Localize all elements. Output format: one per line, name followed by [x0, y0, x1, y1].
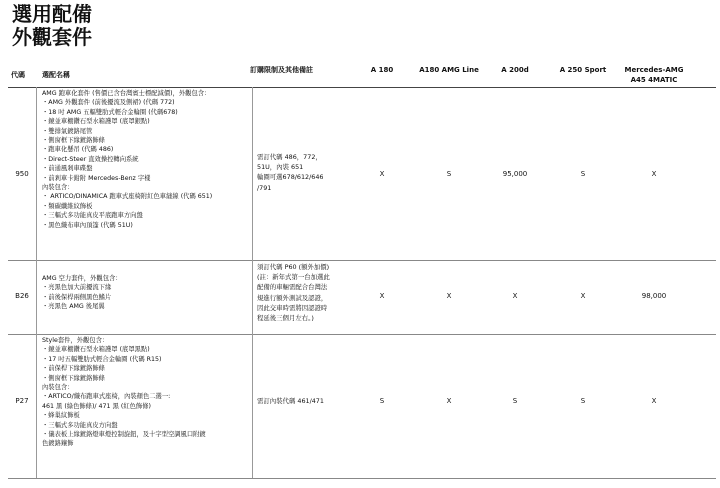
row-b26-a45: 98,000 — [641, 292, 667, 300]
list-item: ・亮黑色加大前擾流下緣 — [42, 284, 112, 292]
column-divider-name — [252, 87, 253, 478]
title-line-exterior-packages: 外觀套件 — [12, 25, 92, 49]
column-divider-code — [36, 87, 37, 478]
row-950-a180-amg-line: S — [446, 170, 452, 178]
note-line: 輪圈可選678/612/646 — [257, 173, 324, 182]
row-950-note — [257, 152, 353, 193]
row-b26-note — [257, 262, 353, 323]
list-item: ・ ARTICO/DINAMICA 跑車式座椅附紅色車縫線 (代碼 651) — [42, 193, 213, 201]
row-b26-a180: X — [379, 292, 385, 300]
list-item: ・儀表板上緣鍍鉻燈車燈控制旋鈕，及十字型空調風口附鍍 — [42, 431, 206, 439]
note-line: 規進行額外測試及認證， — [257, 293, 328, 302]
note-line: (註：新年式第一台加選此 — [257, 273, 330, 282]
row-p27-a250-sport: S — [580, 397, 586, 405]
list-item: 色鍍鉻鑲飾 — [42, 440, 74, 448]
list-item: AMG 跑車化套件 (售價已含台灣賓士標配減價)，外觀包含： — [42, 90, 211, 97]
list-item: ・鏡並車棚鑽石型水箱護罩 (底罩銀點) — [42, 118, 150, 126]
row-950-a250-sport: S — [580, 170, 586, 178]
list-item: ・AMG 外觀套件 (前後擾流及側裙) (代碼 772) — [42, 99, 175, 107]
row-950-a200d: 95,000 — [502, 170, 528, 178]
header-note: 訂購限制及其他備註 — [250, 66, 313, 74]
row-b26-a250-sport: X — [580, 292, 586, 300]
note-line: 須訂代碼 P60 (額外加價) — [257, 263, 330, 271]
list-item: AMG 空力套件，外觀包含： — [42, 275, 122, 282]
page-title — [12, 3, 92, 49]
row-p27-note — [257, 396, 353, 406]
row-b26-a180-amg-line: X — [446, 292, 452, 300]
header-model-a180-amg-line: A180 AMG Line — [419, 66, 479, 74]
list-item: 461 黑 (綠色飾條)/ 471 黑 (紅色飾條) — [42, 402, 151, 410]
note-line: /791 — [257, 183, 272, 192]
list-item: ・類碳纖維紋飾板 — [42, 202, 93, 210]
row-950-a45: X — [651, 170, 657, 178]
list-item: ・三輻式多功能真皮方向盤 — [42, 421, 118, 429]
table-header-rule — [8, 87, 716, 88]
list-item: ・18 吋 AMG 五輻雙肋式輕合金輪圈 (代碼678) — [42, 108, 178, 116]
list-item: ・三輻式多功能真皮平底跑車方向盤 — [42, 212, 143, 220]
note-line: 需訂代碼 486，772， — [257, 153, 322, 161]
list-item: ・前後保桿兩側黑色鰭片 — [42, 293, 112, 301]
list-item: 內裝包含： — [42, 384, 74, 392]
list-item: ・17 吋五輻雙肋式輕合金輪圈 (代碼 R15) — [42, 355, 162, 363]
row-divider-2 — [8, 334, 716, 335]
row-p27-a180-amg-line: X — [446, 397, 452, 405]
list-item: ・跑車化懸吊 (代碼 486) — [42, 146, 114, 154]
list-item: ・前保桿下緣鍍鉻飾條 — [42, 365, 105, 373]
list-item: ・ARTICO/織布跑車式座椅，內裝顏色二選一: — [42, 393, 171, 401]
note-line: 需訂內裝代碼 461/471 — [257, 397, 324, 405]
row-p27-items — [42, 336, 248, 449]
note-line: 因此交車時需將因認證時 — [257, 303, 328, 312]
row-b26-a200d: X — [512, 292, 518, 300]
note-line: 程延後三個月左右。) — [257, 314, 314, 323]
header-model-a45-line2: A45 4MATIC — [630, 76, 678, 84]
header-model-a250-sport: A 250 Sport — [559, 66, 607, 74]
list-item: ・側窗框下緣鍍鉻飾條 — [42, 374, 105, 382]
row-950-code: 950 — [15, 170, 29, 178]
row-p27-code: P27 — [15, 397, 29, 405]
row-950-a180: X — [379, 170, 385, 178]
row-b26-code: B26 — [15, 292, 29, 300]
list-item: Style套件，外觀包含： — [42, 337, 109, 344]
list-item: ・蜂巢紋飾板 — [42, 412, 80, 420]
list-item: ・Direct-Steer 直效操控轉向系統 — [42, 155, 139, 163]
note-line: 51U，內裝 651 — [257, 163, 304, 172]
list-item: ・鏡並車棚鑽石型水箱護罩 (底罩黑點) — [42, 346, 150, 354]
header-name: 選配名稱 — [42, 71, 70, 79]
list-item: ・雙排氣鍍鉻尾管 — [42, 127, 93, 135]
header-code: 代碼 — [11, 71, 25, 79]
row-p27-a180: S — [379, 397, 385, 405]
title-line-options: 選用配備 — [12, 2, 92, 26]
row-p27-a45: X — [651, 397, 657, 405]
list-item: ・前剎車卡鉗附 Mercedes-Benz 字樣 — [42, 174, 151, 182]
header-model-a180: A 180 — [370, 66, 394, 74]
header-model-a45-line1: Mercedes-AMG — [624, 66, 684, 74]
row-950-items — [42, 89, 248, 230]
row-b26-items — [42, 274, 248, 312]
row-p27-a200d: S — [512, 397, 518, 405]
list-item: ・側窗框下緣鍍鉻飾條 — [42, 137, 105, 145]
list-item: ・亮黑色 AMG 後尾翼 — [42, 303, 105, 311]
header-model-a200d: A 200d — [501, 66, 529, 74]
note-line: 配備的車輛需配合台灣法 — [257, 283, 328, 292]
table-bottom-rule — [8, 478, 716, 479]
list-item: 內裝包含： — [42, 184, 74, 192]
list-item: ・黑色織布車內頂篷 (代碼 51U) — [42, 221, 133, 229]
row-divider-1 — [8, 260, 716, 261]
list-item: ・前通風剎車碟盤 — [42, 165, 93, 173]
